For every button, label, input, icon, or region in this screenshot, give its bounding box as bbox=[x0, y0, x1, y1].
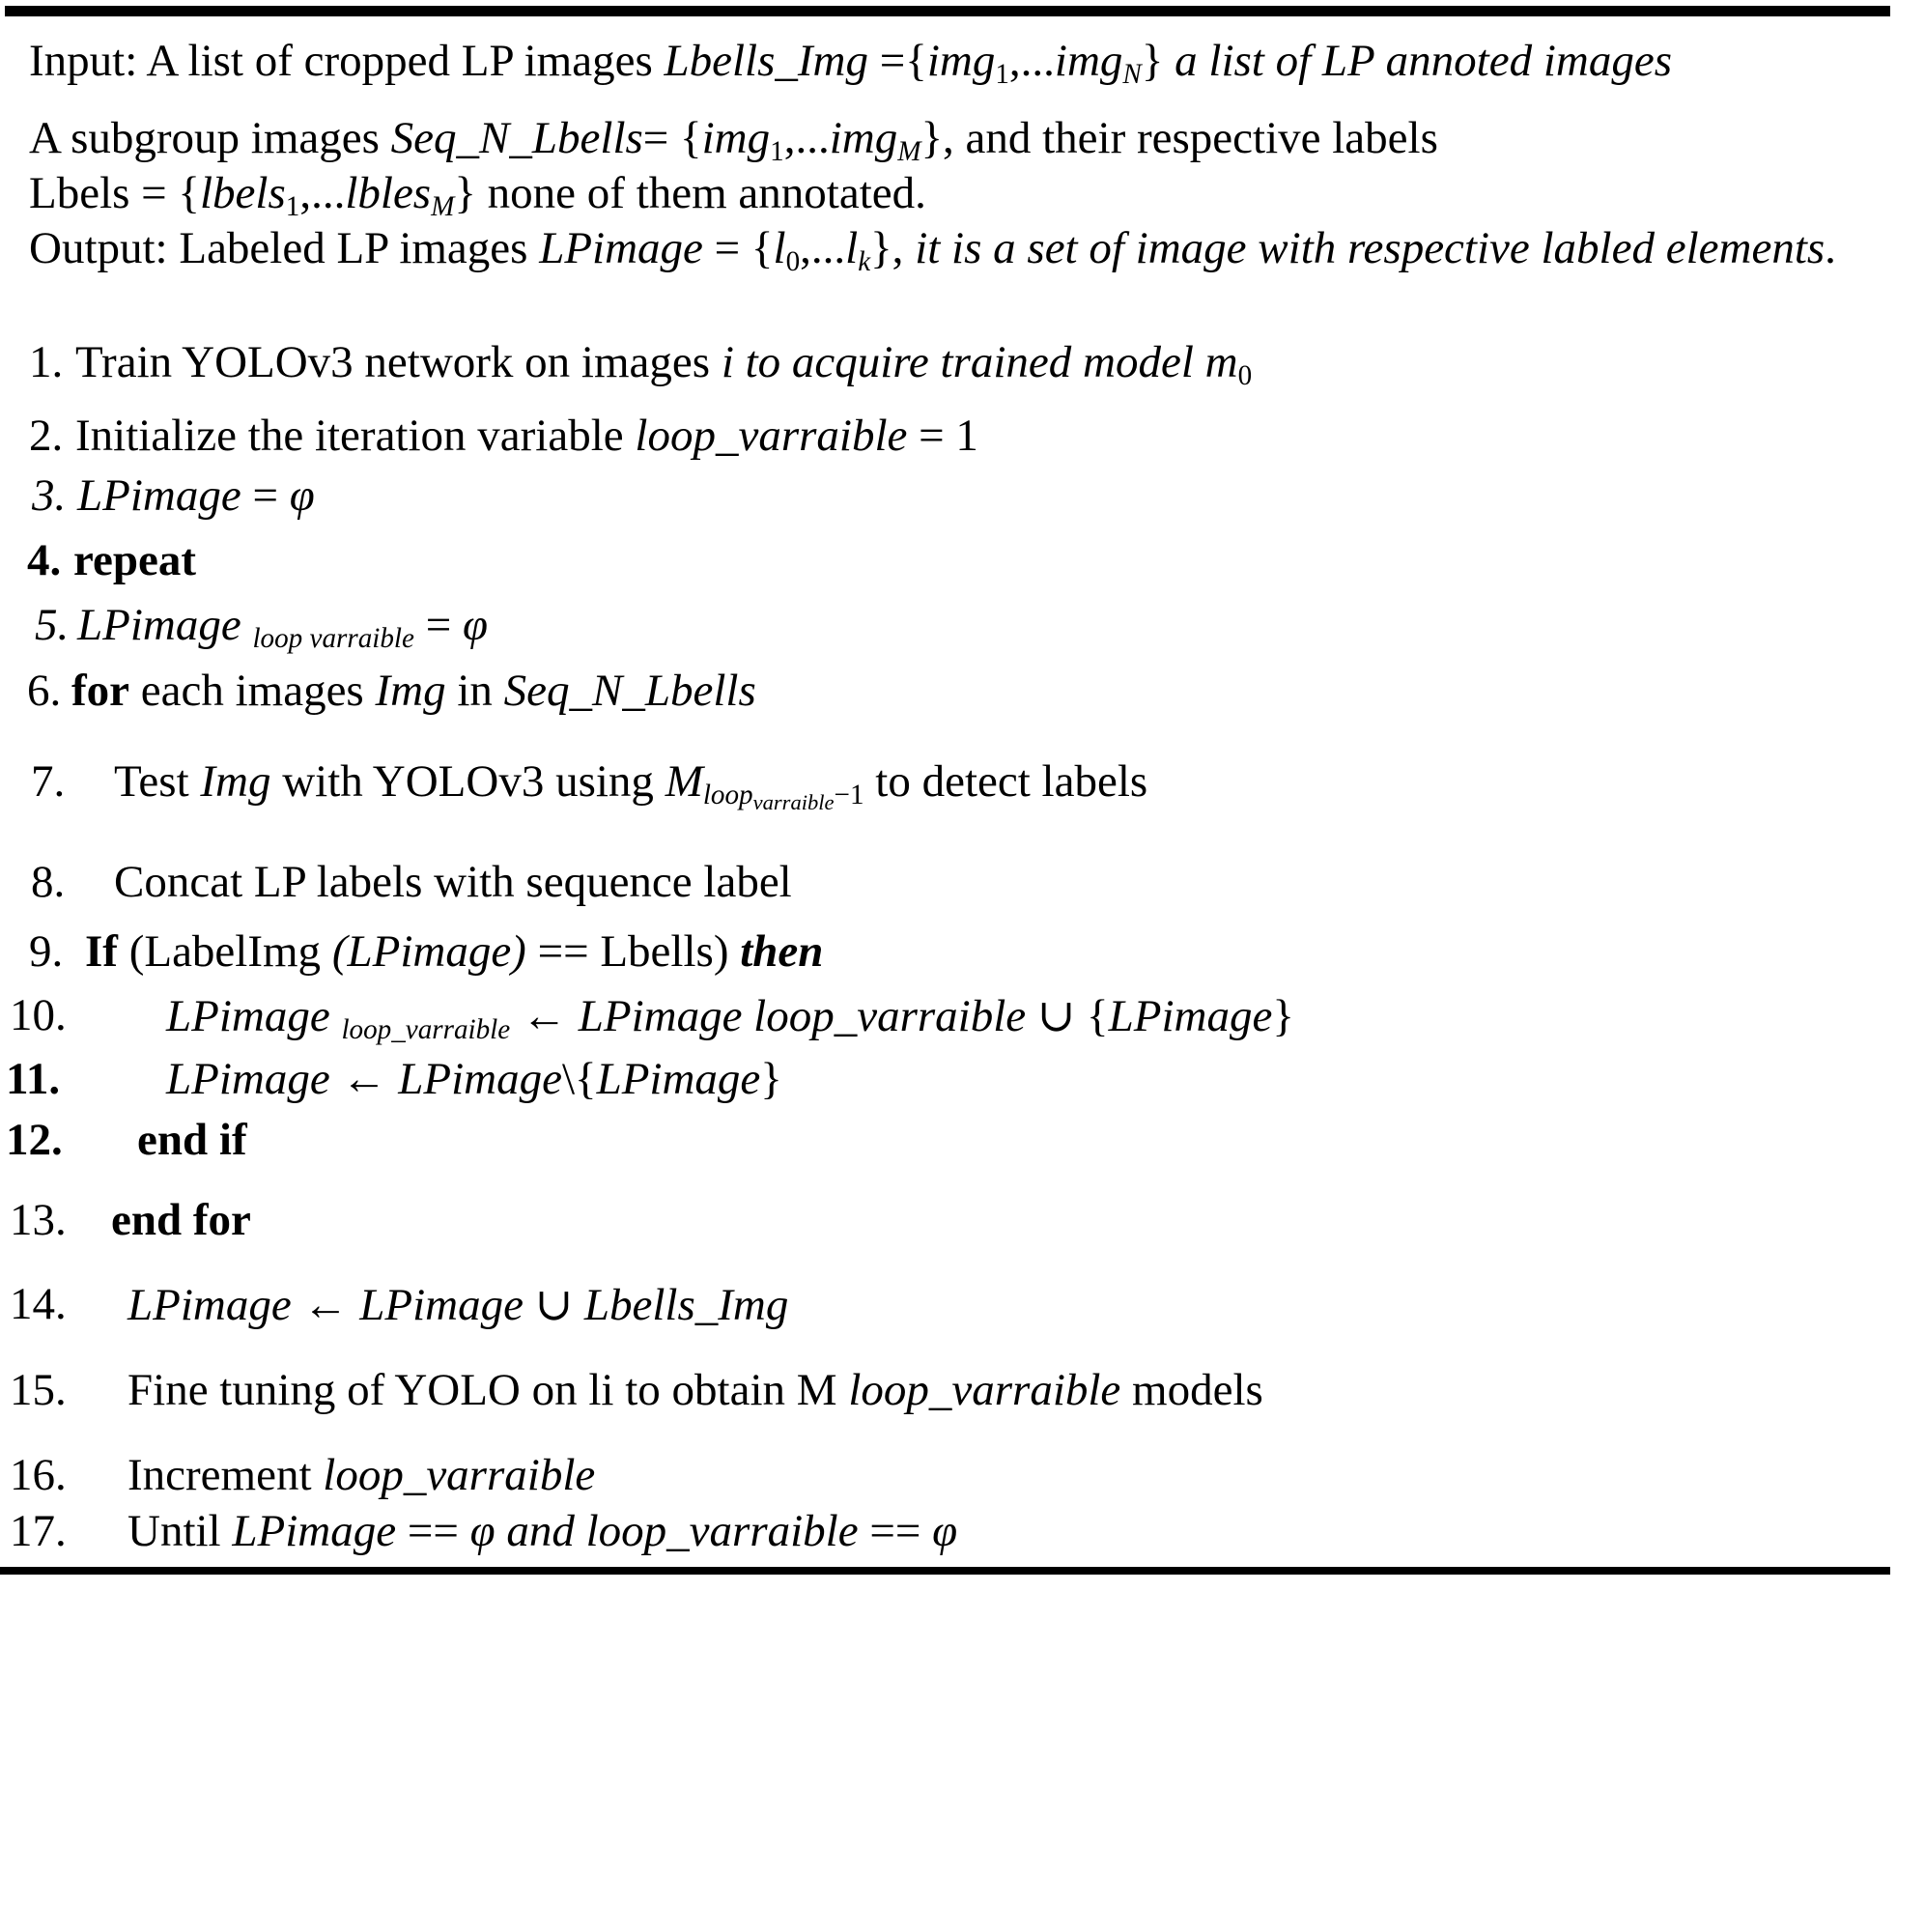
step-number: 14. bbox=[10, 1279, 67, 1329]
text-run: ={ bbox=[879, 36, 927, 86]
text-run: end if bbox=[137, 1115, 247, 1165]
header-line bbox=[0, 222, 1925, 282]
text-run: ← bbox=[510, 991, 579, 1041]
text-run: LPimage bbox=[1108, 991, 1273, 1041]
text-run: Fine tuning of YOLO on li to obtain M bbox=[127, 1365, 849, 1415]
text-run: } bbox=[760, 1054, 782, 1104]
text-run: varraible bbox=[752, 789, 835, 814]
text-run: img bbox=[829, 113, 898, 163]
text-run: LPimage bbox=[166, 1054, 342, 1104]
text-run: ← bbox=[341, 1054, 399, 1104]
text-run: img bbox=[926, 36, 996, 86]
text-run: it is a set of image with respective labled elements bbox=[915, 223, 1826, 273]
step-number: 4. bbox=[27, 535, 62, 585]
step-number: 3. bbox=[32, 470, 67, 521]
text-run: Initialize the iteration variable bbox=[75, 411, 636, 461]
algorithm-step bbox=[0, 856, 1925, 916]
text-run: in bbox=[445, 666, 504, 716]
text-run: } bbox=[1141, 36, 1175, 86]
text-run: k bbox=[858, 246, 871, 278]
text-run: LPimage bbox=[232, 1506, 397, 1556]
step-content bbox=[166, 989, 1294, 1046]
step-number: 8. bbox=[31, 857, 66, 907]
text-run: 1 bbox=[285, 191, 300, 223]
text-run: = bbox=[241, 470, 290, 521]
text-run: Train YOLOv3 network on images bbox=[75, 337, 722, 387]
text-run: Lbells_Img bbox=[664, 36, 880, 86]
step-content bbox=[111, 1194, 251, 1246]
text-run: each images bbox=[129, 666, 376, 716]
text-run: LPimage bbox=[166, 991, 342, 1041]
text-run: = { bbox=[642, 113, 702, 163]
text-run: −1 bbox=[834, 780, 864, 811]
text-run: Concat LP labels with sequence label bbox=[114, 857, 792, 907]
text-run: \{ bbox=[561, 1054, 597, 1104]
text-run: ∪ { bbox=[1036, 991, 1109, 1041]
text-run: LPimage bbox=[596, 1054, 761, 1104]
step-content bbox=[127, 1449, 595, 1501]
step-content bbox=[114, 755, 1147, 815]
step-number: 5. bbox=[35, 600, 70, 650]
text-run: then bbox=[740, 926, 824, 977]
text-run: == Lbells) bbox=[525, 926, 741, 977]
text-run: = 1 bbox=[907, 411, 978, 461]
text-run: loop varraible bbox=[252, 623, 414, 655]
step-number: 13. bbox=[10, 1195, 67, 1245]
text-run: Lbells_Img bbox=[583, 1280, 789, 1330]
text-run: LPimage loop_varraible bbox=[578, 991, 1037, 1041]
text-run: Input: A list of cropped LP images bbox=[29, 36, 665, 86]
algorithm-step bbox=[0, 755, 1925, 815]
text-run: (LabelImg bbox=[117, 926, 332, 977]
text-run: Seq_N_Lbells bbox=[390, 113, 643, 163]
step-content bbox=[75, 336, 1252, 392]
text-run: img bbox=[1054, 36, 1123, 86]
text-run: ,... bbox=[299, 168, 346, 218]
text-run: LPimage bbox=[127, 1280, 292, 1330]
text-run: end for bbox=[111, 1195, 251, 1245]
text-run: φ bbox=[932, 1506, 958, 1556]
text-run: lbles bbox=[345, 168, 432, 218]
text-run: i to acquire trained model m bbox=[721, 337, 1238, 387]
step-number: 11. bbox=[6, 1054, 61, 1104]
algorithm-step bbox=[0, 1364, 1925, 1424]
text-run: repeat bbox=[73, 535, 197, 585]
text-run: }, bbox=[870, 223, 916, 273]
text-run: M bbox=[897, 136, 921, 168]
step-content bbox=[127, 1364, 1263, 1416]
step-content bbox=[127, 1278, 788, 1331]
text-run: φ and loop_varraible bbox=[469, 1506, 859, 1556]
text-run: ,... bbox=[1008, 36, 1055, 86]
text-run: loop bbox=[702, 780, 753, 811]
text-run: 1 bbox=[770, 136, 784, 168]
algorithm-step bbox=[0, 665, 1925, 724]
step-number: 7. bbox=[31, 756, 66, 807]
text-run: models bbox=[1120, 1365, 1263, 1415]
algorithm-step bbox=[0, 1505, 1925, 1565]
header-line bbox=[0, 167, 1925, 227]
algorithm-step bbox=[0, 410, 1925, 469]
step-number: 17. bbox=[10, 1506, 67, 1556]
step-number: 15. bbox=[10, 1365, 67, 1415]
algorithm-step bbox=[0, 599, 1925, 659]
text-run: . bbox=[1825, 223, 1836, 273]
text-run: a list of LP annoted images bbox=[1175, 36, 1672, 86]
algorithm-step bbox=[0, 1449, 1925, 1509]
text-run: LPimage bbox=[77, 470, 241, 521]
text-run: == bbox=[858, 1506, 933, 1556]
text-run: Output: Labeled LP images bbox=[29, 223, 540, 273]
text-run: Until bbox=[127, 1506, 233, 1556]
text-run: φ bbox=[289, 470, 315, 521]
text-run: }, and their respective labels bbox=[920, 113, 1438, 163]
text-run: } none of them annotated. bbox=[454, 168, 926, 218]
algorithm-step bbox=[0, 989, 1925, 1049]
text-run: img bbox=[701, 113, 771, 163]
text-run: Img bbox=[375, 666, 446, 716]
step-number: 10. bbox=[10, 990, 67, 1040]
text-run: 1 bbox=[995, 59, 1009, 91]
text-run: ,... bbox=[783, 113, 830, 163]
text-run: = { bbox=[702, 223, 774, 273]
text-run: φ bbox=[462, 600, 488, 650]
algorithm-step bbox=[0, 1053, 1925, 1113]
step-content bbox=[73, 534, 196, 586]
algorithm-step bbox=[0, 1194, 1925, 1254]
text-run: ∪ bbox=[523, 1280, 584, 1330]
step-content bbox=[85, 925, 823, 978]
text-run: Increment bbox=[127, 1450, 324, 1500]
text-run: Lbels = { bbox=[29, 168, 200, 218]
text-run: loop_varraible bbox=[323, 1450, 596, 1500]
step-number: 2. bbox=[29, 411, 64, 461]
text-run: l bbox=[845, 223, 859, 273]
header-line-content bbox=[29, 112, 1438, 168]
text-run: loop_varraible bbox=[635, 411, 908, 461]
step-content bbox=[137, 1114, 247, 1166]
text-run: lbels bbox=[199, 168, 286, 218]
header-line-content bbox=[29, 222, 1836, 278]
algorithm-step bbox=[0, 1278, 1925, 1338]
text-run: LPimage bbox=[359, 1280, 524, 1330]
step-number: 1. bbox=[29, 337, 64, 387]
text-run: with YOLOv3 using bbox=[270, 756, 665, 807]
step-content bbox=[71, 665, 756, 717]
algorithm-step bbox=[0, 1114, 1925, 1174]
algorithm-step bbox=[0, 925, 1925, 985]
text-run: ,... bbox=[800, 223, 846, 273]
algorithm-step bbox=[0, 336, 1925, 396]
text-run: Seq_N_Lbells bbox=[503, 666, 756, 716]
text-run: 0 bbox=[785, 246, 801, 278]
step-content bbox=[127, 1505, 957, 1557]
text-run: N bbox=[1122, 59, 1142, 91]
step-content bbox=[77, 599, 488, 655]
text-run: (LPimage) bbox=[331, 926, 526, 977]
text-run: 0 bbox=[1237, 360, 1253, 392]
text-run: } bbox=[1272, 991, 1294, 1041]
text-run: LPimage bbox=[398, 1054, 562, 1104]
step-content bbox=[77, 469, 315, 522]
step-number: 6. bbox=[27, 666, 62, 716]
algorithm-step bbox=[0, 469, 1925, 529]
step-number: 9. bbox=[29, 926, 64, 977]
text-run: loop_varraible bbox=[848, 1365, 1121, 1415]
step-number: 16. bbox=[10, 1450, 67, 1500]
text-run: = bbox=[413, 600, 463, 650]
text-run: for bbox=[71, 666, 130, 716]
text-run: ← bbox=[291, 1280, 360, 1330]
text-run: to detect labels bbox=[863, 756, 1148, 807]
text-run: A subgroup images bbox=[29, 113, 391, 163]
text-run: l bbox=[773, 223, 786, 273]
text-run: Test bbox=[114, 756, 201, 807]
algorithm-step bbox=[0, 534, 1925, 594]
text-run: == bbox=[396, 1506, 470, 1556]
text-run: M bbox=[665, 756, 703, 807]
header-line-content bbox=[29, 167, 926, 223]
step-content bbox=[114, 856, 792, 908]
step-number: 12. bbox=[6, 1115, 63, 1165]
header-line bbox=[0, 35, 1925, 95]
text-run: LPimage bbox=[77, 600, 253, 650]
step-content bbox=[75, 410, 978, 462]
text-run: Img bbox=[200, 756, 271, 807]
bottom-rule bbox=[0, 1567, 1890, 1575]
text-run: If bbox=[85, 926, 118, 977]
text-run: loop_varraible bbox=[341, 1014, 511, 1046]
header-line-content bbox=[29, 35, 1672, 91]
text-run: LPimage bbox=[539, 223, 703, 273]
text-run: M bbox=[431, 191, 455, 223]
header-line bbox=[0, 112, 1925, 172]
step-content bbox=[166, 1053, 782, 1105]
